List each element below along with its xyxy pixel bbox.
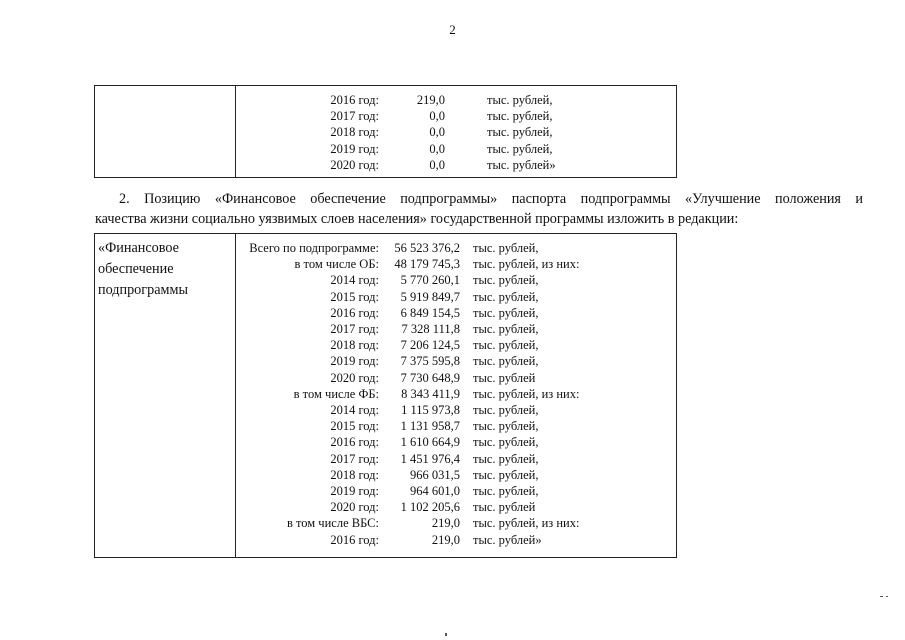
row-unit: тыс. рублей, [473, 305, 539, 320]
row-unit: тыс. рублей, из них: [473, 386, 580, 401]
row-unit: тыс. рублей, [487, 141, 553, 156]
row-value: 0,0 [429, 109, 445, 124]
row-value: 964 601,0 [410, 484, 460, 498]
table-row [95, 92, 678, 108]
row-unit: тыс. рублей, [473, 484, 539, 498]
row-unit: тыс. рублей, [473, 322, 539, 336]
row-unit: тыс. рублей, [473, 435, 539, 450]
row-label: в том числе ОБ: [294, 257, 379, 272]
table-row [95, 124, 678, 140]
row-value: 7 206 124,5 [400, 338, 460, 353]
position-name-line: «Финансовое [98, 240, 179, 256]
row-value: 219,0 [431, 532, 460, 547]
row-value: 1 102 205,6 [400, 500, 460, 515]
scan-speck [886, 596, 888, 597]
row-unit: тыс. рублей, из них: [473, 516, 580, 531]
position-name-cell [98, 238, 188, 301]
table-row [95, 157, 678, 173]
row-label: 2016 год: [330, 532, 379, 547]
row-value: 56 523 376,2 [394, 241, 460, 255]
row-label: 2015 год: [330, 289, 379, 304]
row-label: 2019 год: [330, 141, 379, 156]
row-value: 7 375 595,8 [400, 354, 460, 369]
row-value: 48 179 745,3 [394, 257, 460, 272]
row-value: 0,0 [429, 125, 445, 140]
row-value: 8 343 411,9 [401, 386, 460, 401]
row-unit: тыс. рублей, [473, 467, 539, 482]
table-row [95, 141, 678, 157]
table-row [95, 532, 678, 548]
row-label: 2020 год: [330, 370, 379, 385]
row-label: 2020 год: [330, 500, 379, 515]
row-value: 7 328 111,8 [401, 322, 460, 336]
row-value: 219,0 [431, 516, 460, 531]
row-unit: тыс. рублей, [487, 125, 553, 140]
table-row [95, 467, 678, 483]
row-unit: тыс. рублей, [473, 354, 539, 369]
table-row [95, 370, 678, 386]
row-value: 0,0 [429, 157, 445, 172]
row-unit: тыс. рублей, [473, 241, 539, 255]
row-unit: тыс. рублей» [487, 157, 556, 172]
table-row [95, 483, 678, 499]
row-label: 2020 год: [330, 157, 379, 172]
page-number: 2 [449, 22, 456, 37]
row-value: 0,0 [429, 141, 445, 156]
row-label: 2019 год: [330, 354, 379, 369]
row-unit: тыс. рублей, [487, 109, 553, 124]
row-label: 2018 год: [330, 125, 379, 140]
row-label: 2019 год: [330, 484, 379, 498]
paragraph-line-2: качества жизни социально уязвимых слоев населения» государственной программы изложить в редакции: [95, 211, 739, 227]
row-unit: тыс. рублей [473, 370, 536, 385]
row-value: 5 770 260,1 [400, 273, 460, 288]
table-row [95, 515, 678, 531]
row-label: 2016 год: [330, 435, 379, 450]
row-label: 2016 год: [330, 305, 379, 320]
row-value: 6 849 154,5 [400, 305, 460, 320]
table-row [95, 451, 678, 467]
row-label: 2017 год: [330, 451, 379, 466]
position-name-line: подпрограммы [98, 282, 188, 298]
paragraph-line-1: 2. Позицию «Финансовое обеспечение подпрограммы» паспорта подпрограммы «Улучшение положения и [119, 191, 863, 207]
table-row [95, 402, 678, 418]
row-value: 1 451 976,4 [400, 451, 460, 466]
row-label: 2015 год: [330, 419, 379, 434]
row-label: в том числе ВБС: [286, 516, 379, 531]
row-value: 5 919 849,7 [400, 289, 460, 304]
row-label: 2018 год: [330, 467, 379, 482]
funding-table-continuation [94, 85, 677, 178]
table-row [95, 499, 678, 515]
table-row [95, 418, 678, 434]
row-label: 2017 год: [330, 109, 379, 124]
row-unit: тыс. рублей [473, 500, 536, 515]
row-label: Всего по подпрограмме: [249, 241, 379, 255]
table-row [95, 108, 678, 124]
position-name-line: обеспечение [98, 261, 174, 277]
row-unit: тыс. рублей, [473, 289, 539, 304]
row-value: 7 730 648,9 [400, 370, 460, 385]
table-row [95, 386, 678, 402]
amendment-paragraph [95, 189, 863, 229]
row-unit: тыс. рублей, [473, 273, 539, 288]
row-unit: тыс. рублей, [473, 419, 539, 434]
row-unit: тыс. рублей, [473, 451, 539, 466]
table-row [95, 434, 678, 450]
row-unit: тыс. рублей, [473, 403, 539, 417]
row-label: 2018 год: [330, 338, 379, 353]
row-unit: тыс. рублей, из них: [473, 257, 580, 272]
row-label: 2017 год: [330, 322, 379, 336]
scan-speck [445, 633, 447, 636]
row-unit: тыс. рублей, [487, 93, 553, 107]
table-row [95, 353, 678, 369]
row-unit: тыс. рублей» [473, 532, 542, 547]
table-row [95, 321, 678, 337]
row-value: 1 115 973,8 [401, 403, 460, 417]
row-label: в том числе ФБ: [293, 386, 379, 401]
row-label: 2016 год: [330, 93, 379, 107]
row-unit: тыс. рублей, [473, 338, 539, 353]
row-value: 1 610 664,9 [400, 435, 460, 450]
row-value: 219,0 [416, 93, 445, 107]
row-value: 966 031,5 [410, 467, 460, 482]
table-row [95, 305, 678, 321]
scan-speck [880, 596, 883, 597]
row-label: 2014 год: [330, 403, 379, 417]
row-value: 1 131 958,7 [400, 419, 460, 434]
row-label: 2014 год: [330, 273, 379, 288]
table-row [95, 337, 678, 353]
